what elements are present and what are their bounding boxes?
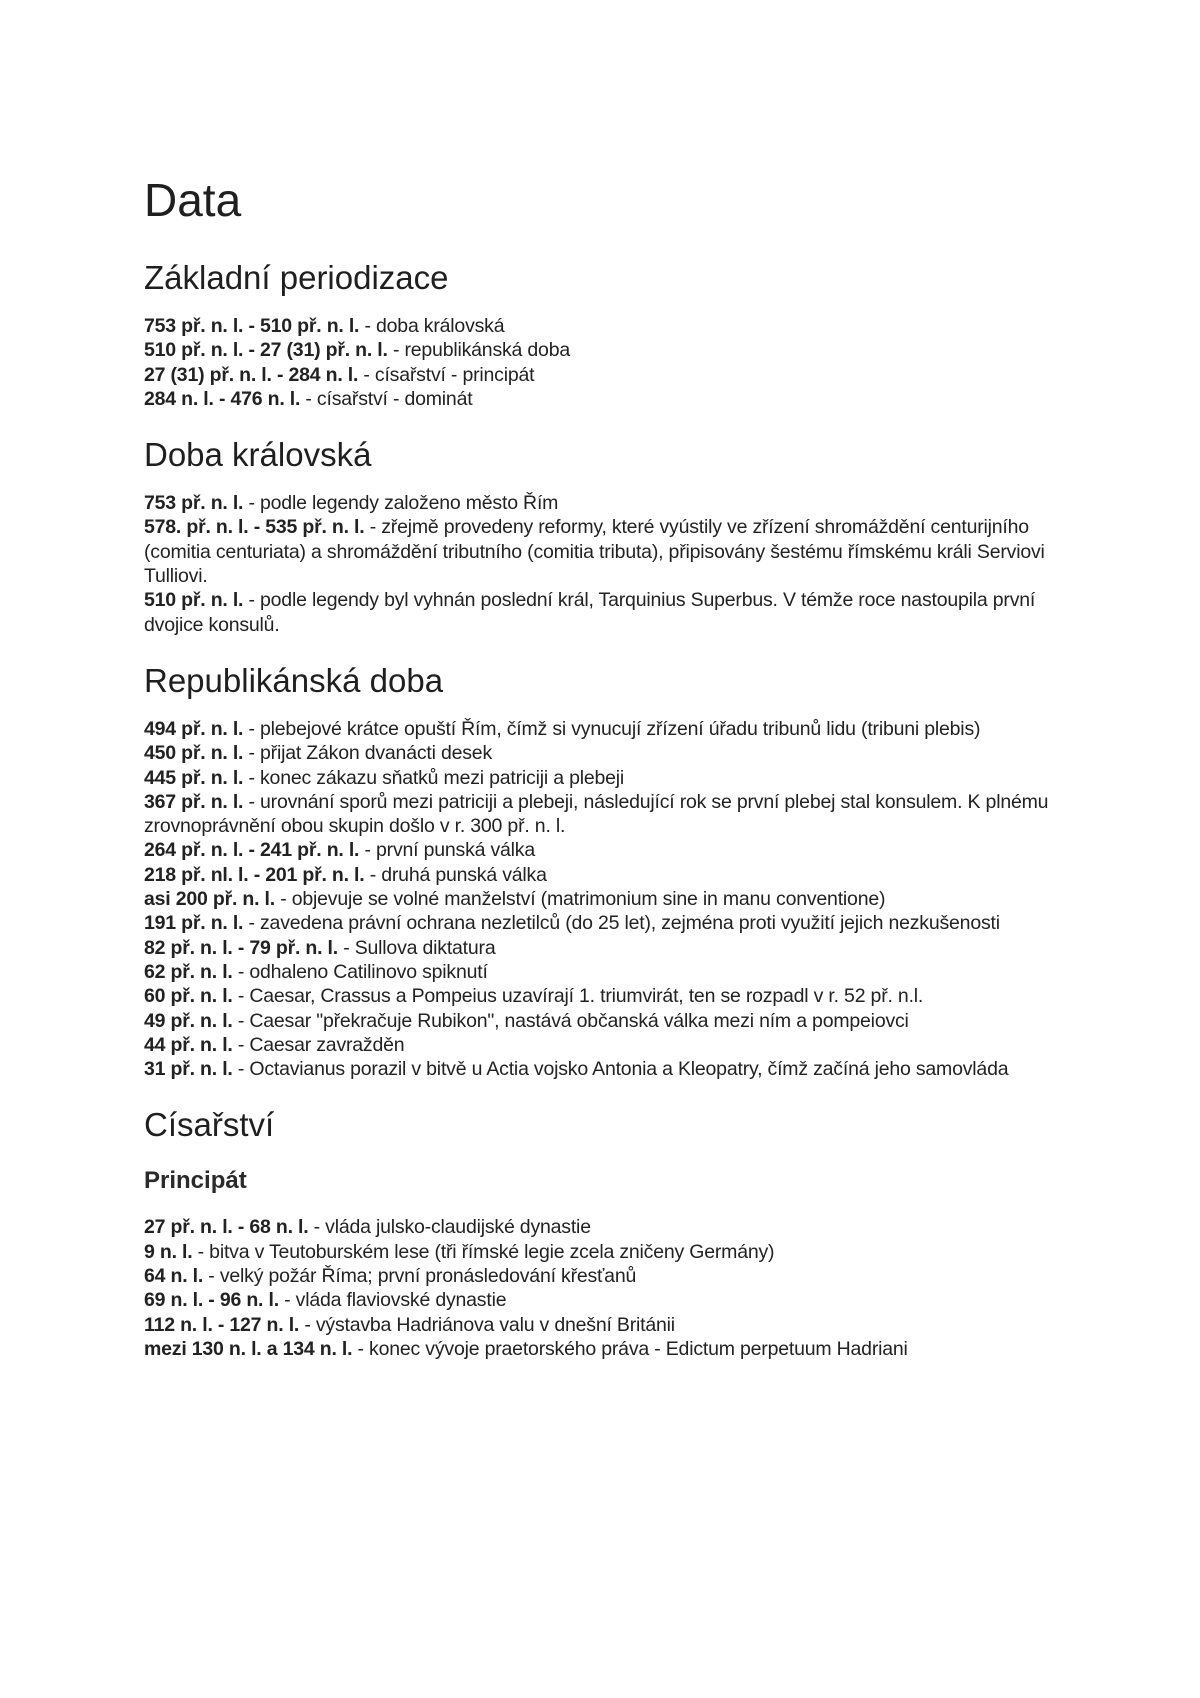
section-heading: Republikánská doba <box>144 661 444 699</box>
list-item <box>144 911 1074 935</box>
entry-date: 27 př. n. l. - 68 n. l. <box>144 1216 309 1239</box>
entry-date: 60 př. n. l. <box>144 985 233 1008</box>
entry-date: 284 n. l. - 476 n. l. <box>144 387 301 410</box>
entry-date: asi 200 př. n. l. <box>144 888 275 911</box>
list-item <box>144 387 1074 411</box>
document-title: Data <box>144 174 242 226</box>
section-heading: Doba královská <box>144 436 372 474</box>
section-zakladni-periodizace <box>144 256 1074 411</box>
entry-date: 82 př. n. l. - 79 př. n. l. <box>144 936 338 959</box>
entry-text: - druhá punská válka <box>364 863 547 886</box>
entry-list <box>144 314 1074 411</box>
entry-text: - císařství - principát <box>358 363 535 386</box>
entry-date: 753 př. n. l. <box>144 492 244 515</box>
entry-text: - vláda julsko-claudijské dynastie <box>308 1216 591 1239</box>
entry-text: - bitva v Teutoburském lese (tři římské legie zcela zničeny Germány) <box>192 1240 775 1263</box>
list-item <box>144 1288 1074 1312</box>
subsection-heading: Principát <box>144 1167 247 1195</box>
entry-date: 510 př. n. l. <box>144 589 244 612</box>
entry-text: - konec vývoje praetorského práva - Edictum perpetuum Hadriani <box>352 1337 908 1360</box>
entry-date: 69 n. l. - 96 n. l. <box>144 1289 279 1312</box>
list-item <box>144 960 1074 984</box>
entry-date: 191 př. n. l. <box>144 912 244 935</box>
entry-text: - vláda flaviovské dynastie <box>278 1289 507 1312</box>
entry-date: 27 (31) př. n. l. - 284 n. l. <box>144 363 359 386</box>
list-item <box>144 717 1074 741</box>
entry-date: 64 n. l. <box>144 1265 204 1288</box>
list-item <box>144 314 1074 338</box>
entry-date: 49 př. n. l. <box>144 1009 233 1032</box>
entry-text: - urovnání sporů mezi patriciji a plebeji, následující rok se první plebej stal konsulem. K plnému zrovnoprávnění obou skupin došlo v r. 300 př. n. l. <box>144 790 1049 838</box>
entry-text: - přijat Zákon dvanácti desek <box>243 742 492 765</box>
list-item <box>144 515 1074 588</box>
entry-text: - Caesar zavražděn <box>232 1033 405 1056</box>
entry-date: 264 př. n. l. - 241 př. n. l. <box>144 839 360 862</box>
list-item <box>144 741 1074 765</box>
entry-text: - zavedena právní ochrana nezletilců (do 25 let), zejména proti využití jejich nezkušenosti <box>243 912 1000 935</box>
entry-date: 450 př. n. l. <box>144 742 244 765</box>
entry-text: - objevuje se volné manželství (matrimonium sine in manu conventione) <box>275 888 886 911</box>
entry-list <box>144 491 1074 637</box>
entry-text: - odhaleno Catilinovo spiknutí <box>232 960 488 983</box>
entry-text: - výstavba Hadriánova valu v dnešní Británii <box>299 1313 675 1336</box>
entry-date: 367 př. n. l. <box>144 790 244 813</box>
entry-text: - plebejové krátce opuští Řím, čímž si vynucují zřízení úřadu tribunů lidu (tribuni plebis) <box>243 717 981 740</box>
entry-text: - Sullova diktatura <box>337 936 496 959</box>
entry-date: 9 n. l. <box>144 1240 193 1263</box>
list-item <box>144 984 1074 1008</box>
list-item <box>144 1033 1074 1057</box>
list-item <box>144 1009 1074 1033</box>
entry-text: - zřejmě provedeny reformy, které vyústily ve zřízení shromáždění centurijního (comitia centuriata) a shromáždění tributního (comitia tributa), připisovány šestému římskému králi Serviovi Tulliovi. <box>144 516 1045 588</box>
entry-text: - Caesar "překračuje Rubikon", nastává občanská válka mezi ním a pompeiovci <box>232 1009 909 1032</box>
document-page <box>144 170 1074 1361</box>
entry-date: 112 n. l. - 127 n. l. <box>144 1313 300 1336</box>
entry-text: - Caesar, Crassus a Pompeius uzavírají 1. triumvirát, ten se rozpadl v r. 52 př. n.l. <box>232 985 924 1008</box>
entry-date: 510 př. n. l. - 27 (31) př. n. l. <box>144 339 388 362</box>
list-item <box>144 491 1074 515</box>
entry-text: - první punská válka <box>359 839 535 862</box>
entry-date: mezi 130 n. l. a 134 n. l. <box>144 1337 353 1360</box>
list-item <box>144 338 1074 362</box>
section-heading: Základní periodizace <box>144 259 449 296</box>
entry-date: 218 př. nl. l. - 201 př. n. l. <box>144 863 365 886</box>
section-cisarstvi <box>144 1103 1074 1361</box>
entry-text: - republikánská doba <box>387 339 570 362</box>
list-item <box>144 863 1074 887</box>
entry-date: 62 př. n. l. <box>144 960 233 983</box>
list-item <box>144 1057 1074 1081</box>
entry-date: 44 př. n. l. <box>144 1033 233 1056</box>
entry-text: - císařství - dominát <box>300 387 473 410</box>
entry-date: 578. př. n. l. - 535 př. n. l. <box>144 516 365 539</box>
list-item <box>144 1337 1074 1361</box>
entry-text: - podle legendy byl vyhnán poslední král, Tarquinius Superbus. V témže roce nastoupila první dvojice konsulů. <box>144 589 1036 636</box>
entry-list <box>144 717 1074 1081</box>
entry-text: - Octavianus porazil v bitvě u Actia vojsko Antonia a Kleopatry, čímž začíná jeho samovláda <box>232 1058 1009 1081</box>
list-item <box>144 936 1074 960</box>
list-item <box>144 766 1074 790</box>
entry-date: 753 př. n. l. - 510 př. n. l. <box>144 315 360 337</box>
entry-text: - doba královská <box>359 315 505 337</box>
list-item <box>144 1313 1074 1337</box>
entry-date: 31 př. n. l. <box>144 1058 233 1081</box>
entry-date: 445 př. n. l. <box>144 766 244 789</box>
section-republikanska-doba <box>144 659 1074 1081</box>
entry-list <box>144 1215 1074 1361</box>
section-heading: Císařství <box>144 1106 275 1144</box>
list-item <box>144 363 1074 387</box>
list-item <box>144 588 1074 637</box>
list-item <box>144 1240 1074 1264</box>
entry-text: - konec zákazu sňatků mezi patriciji a plebeji <box>243 766 625 789</box>
list-item <box>144 838 1074 862</box>
entry-text: - velký požár Říma; první pronásledování křesťanů <box>203 1265 637 1288</box>
list-item <box>144 790 1074 839</box>
list-item <box>144 1215 1074 1239</box>
list-item <box>144 1264 1074 1288</box>
entry-text: - podle legendy založeno město Řím <box>243 492 559 515</box>
section-doba-kralovska <box>144 433 1074 637</box>
list-item <box>144 887 1074 911</box>
entry-date: 494 př. n. l. <box>144 717 244 740</box>
